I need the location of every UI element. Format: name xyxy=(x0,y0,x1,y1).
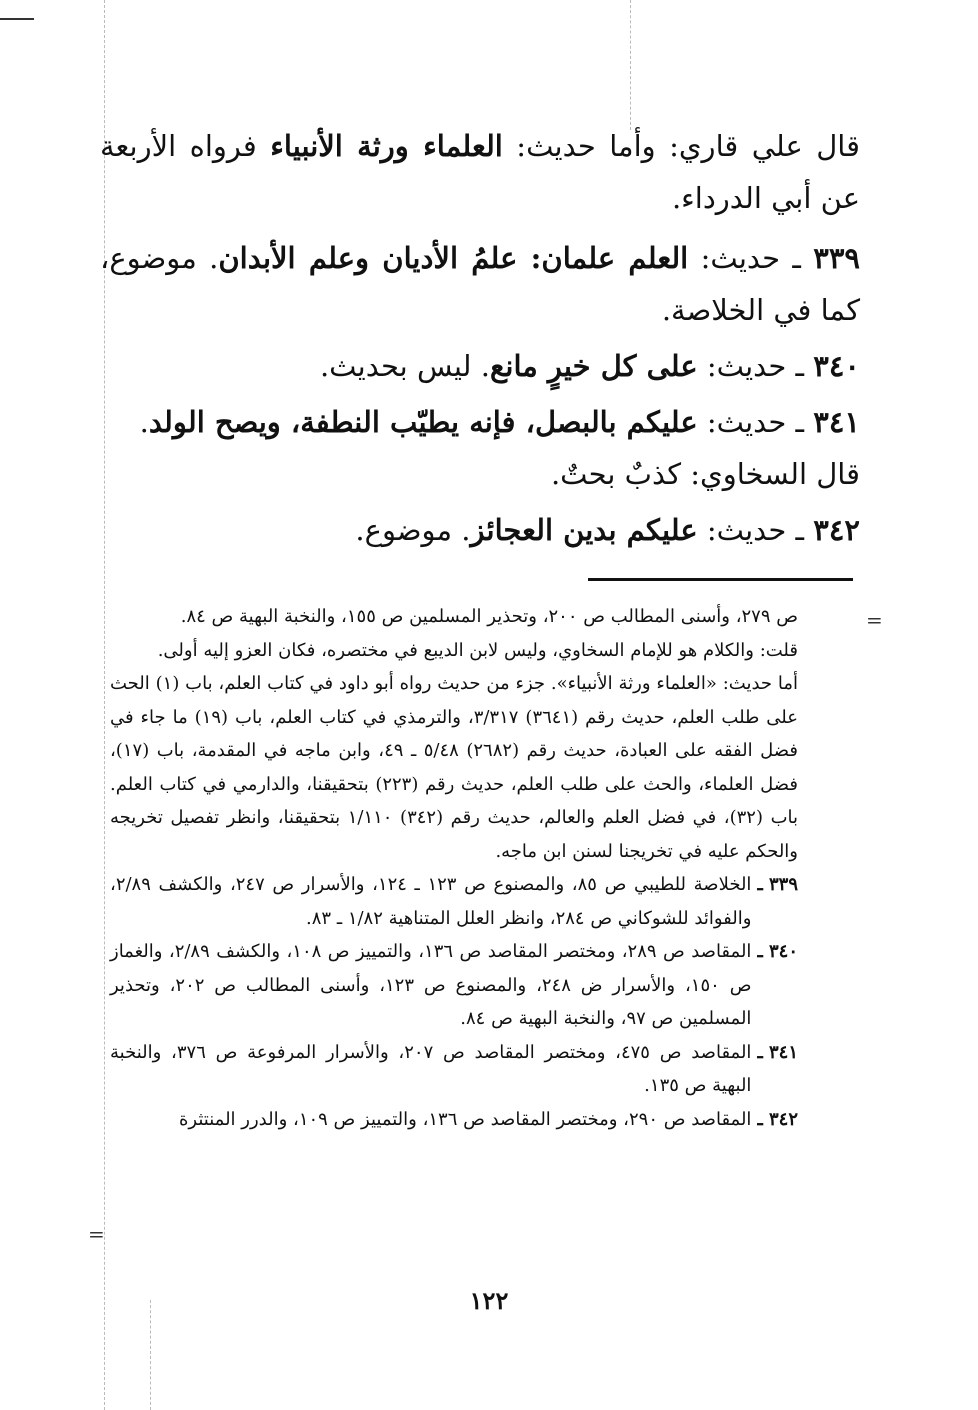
entry-342: ٣٤٢ ـ حديث: عليكم بدين العجائز. موضوع. xyxy=(355,513,860,547)
footnote-divider xyxy=(588,578,853,581)
continuation-mark-bottom: = xyxy=(88,1222,105,1246)
footnote-comment: قلت: والكلام هو للإمام السخاوي، وليس لابن الديبع في مختصره، فكان العزو إليه أولى. xyxy=(157,639,798,661)
scan-corner-mark xyxy=(0,0,34,20)
footnote-341: ٣٤١ ـ المقاصد ص ٤٧٥، ومختصر المقاصد ص ٢٠٧، والأسرار المرفوعة ص ٣٧٦، والنخبة البهية ص ١٣٥. xyxy=(110,1041,798,1096)
footnote-hadith-takhrij: أما حديث: «العلماء ورثة الأنبياء». جزء من حديث رواه أبو داود في كتاب العلم، باب (١) الحث على طلب العلم، حديث رقم (٣٦٤١) ٣/٣١٧، والترمذي في كتاب العلم، باب (١٩) ما جاء في فضل الفقه على العبادة، حديث رقم (٢٦٨٢) ٥/٤٨ ـ ٤٩، وابن ماجه في المقدمة، باب (١٧)، فضل العلماء، والحث على طلب العلم، حديث رقم (٢٢٣) بتحقيقنا، والدارمي في كتاب العلم. باب (٣٢)، في فضل العلم والعالم، حديث رقم (٣٤٢) ١/١١٠ بتحقيقنا، وانظر تفصيل تخريجه والحكم عليه في تخريجنا لسنن ابن ماجه. xyxy=(110,673,799,862)
footnote-continuation: ص ٢٧٩، وأسنى المطالب ص ٢٠٠، وتحذير المسلمين ص ١٥٥، والنخبة البهية ص ٨٤. xyxy=(180,606,798,627)
entry-339: ٣٣٩ ـ حديث: العلم علمان: علمُ الأديان وعلم الأبدان. موضوع، كما في الخلاصة. xyxy=(100,241,860,327)
main-text xyxy=(100,120,860,556)
scan-fold-line xyxy=(150,1300,151,1410)
page-number: ١٢٢ xyxy=(469,1286,509,1315)
footnote-342: ٣٤٢ ـ المقاصد ص ٢٩٠، ومختصر المقاصد ص ١٣٦، والتمييز ص ١٠٩، والدرر المنتثرة xyxy=(179,1108,798,1130)
entry-341-comment: قال السخاوي: كذبٌ بحتٌ. xyxy=(550,457,860,491)
entry-341: ٣٤١ ـ حديث: عليكم بالبصل، فإنه يطيّب النطفة، ويصح الولد. xyxy=(139,405,860,439)
footnotes xyxy=(110,600,798,1136)
scan-fold-line xyxy=(630,0,631,130)
quote-paragraph: قال علي قاري: وأما حديث: العلماء ورثة الأنبياء فرواه الأربعة عن أبي الدرداء. xyxy=(100,129,860,215)
entry-340: ٣٤٠ ـ حديث: على كل خيرٍ مانع. ليس بحديث. xyxy=(319,349,860,383)
footnote-339: ٣٣٩ ـ الخلاصة للطيبي ص ٨٥، والمصنوع ص ١٢٣ ـ ١٢٤، والأسرار ص ٢٤٧، والكشف ٢/٨٩، والفوائد للشوكاني ص ٢٨٤، وانظر العلل المتناهية ١/٨٢ ـ ٨٣. xyxy=(110,874,798,929)
footnote-340: ٣٤٠ ـ المقاصد ص ٢٨٩، ومختصر المقاصد ص ١٣٦، والتمييز ص ١٠٨، والكشف ٢/٨٩، والغماز ص ١٥٠، والأسرار ض ٢٤٨، والمصنوع ص ١٢٣، وأسنى المطالب ص ٢٠٢، وتحذير المسلمين ص ٩٧، والنخبة البهية ص ٨٤. xyxy=(110,941,798,1029)
continuation-mark-top: = xyxy=(866,608,883,632)
